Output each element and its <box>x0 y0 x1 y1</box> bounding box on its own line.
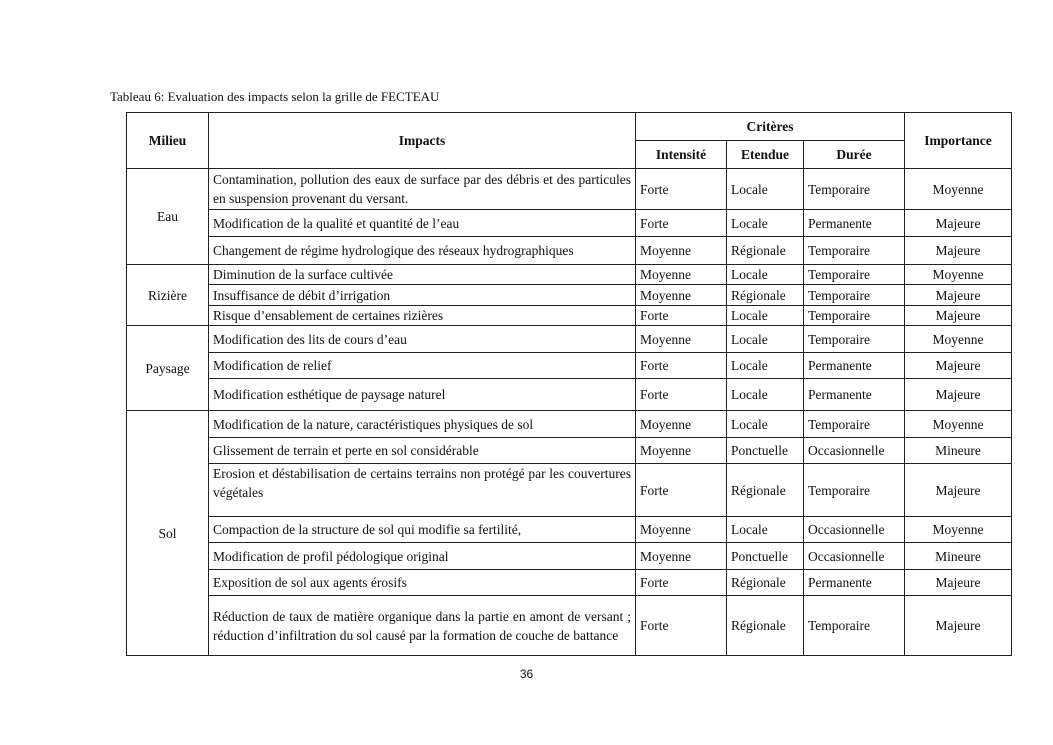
duree-cell: Occasionnelle <box>804 438 905 464</box>
milieu-cell: Rizière <box>127 265 209 326</box>
intensite-cell: Moyenne <box>636 285 727 306</box>
milieu-cell: Sol <box>127 411 209 656</box>
intensite-cell: Moyenne <box>636 411 727 438</box>
intensite-cell: Forte <box>636 306 727 326</box>
intensite-cell: Moyenne <box>636 265 727 285</box>
table-row <box>127 411 1012 438</box>
importance-cell: Majeure <box>905 306 1012 326</box>
milieu-cell: Eau <box>127 169 209 265</box>
impact-cell: Modification de profil pédologique original <box>209 543 636 570</box>
table-row <box>127 517 1012 543</box>
importance-cell: Moyenne <box>905 411 1012 438</box>
header-impacts: Impacts <box>209 113 636 169</box>
table-row <box>127 237 1012 265</box>
table-row <box>127 285 1012 306</box>
etendue-cell: Régionale <box>727 464 804 517</box>
impact-cell: Risque d’ensablement de certaines rizières <box>209 306 636 326</box>
table-row <box>127 306 1012 326</box>
etendue-cell: Ponctuelle <box>727 543 804 570</box>
table-row <box>127 570 1012 596</box>
importance-cell: Mineure <box>905 438 1012 464</box>
duree-cell: Temporaire <box>804 265 905 285</box>
duree-cell: Temporaire <box>804 326 905 353</box>
etendue-cell: Locale <box>727 353 804 379</box>
duree-cell: Occasionnelle <box>804 543 905 570</box>
etendue-cell: Locale <box>727 379 804 411</box>
intensite-cell: Forte <box>636 353 727 379</box>
etendue-cell: Régionale <box>727 285 804 306</box>
impact-cell: Modification des lits de cours d’eau <box>209 326 636 353</box>
importance-cell: Mineure <box>905 543 1012 570</box>
impact-cell: Insuffisance de débit d’irrigation <box>209 285 636 306</box>
table-row <box>127 596 1012 656</box>
impact-cell: Modification esthétique de paysage naturel <box>209 379 636 411</box>
duree-cell: Temporaire <box>804 411 905 438</box>
duree-cell: Temporaire <box>804 306 905 326</box>
table-row <box>127 353 1012 379</box>
intensite-cell: Forte <box>636 464 727 517</box>
duree-cell: Occasionnelle <box>804 517 905 543</box>
header-etendue: Etendue <box>727 141 804 169</box>
table-caption: Tableau 6: Evaluation des impacts selon la grille de FECTEAU <box>110 89 440 104</box>
impact-cell: Glissement de terrain et perte en sol considérable <box>209 438 636 464</box>
impact-cell: Modification de la qualité et quantité de l’eau <box>209 210 636 237</box>
duree-cell: Permanente <box>804 210 905 237</box>
duree-cell: Temporaire <box>804 596 905 656</box>
importance-cell: Moyenne <box>905 169 1012 210</box>
intensite-cell: Moyenne <box>636 326 727 353</box>
duree-cell: Temporaire <box>804 464 905 517</box>
importance-cell: Majeure <box>905 353 1012 379</box>
table-row <box>127 326 1012 353</box>
etendue-cell: Locale <box>727 411 804 438</box>
importance-cell: Majeure <box>905 570 1012 596</box>
etendue-cell: Régionale <box>727 596 804 656</box>
impact-table <box>126 112 1012 656</box>
header-importance: Importance <box>905 113 1012 169</box>
intensite-cell: Forte <box>636 570 727 596</box>
page-number: 36 <box>519 667 534 681</box>
duree-cell: Temporaire <box>804 237 905 265</box>
etendue-cell: Locale <box>727 210 804 237</box>
importance-cell: Majeure <box>905 285 1012 306</box>
impact-cell: Erosion et déstabilisation de certains terrains non protégé par les couvertures végétales <box>209 464 636 517</box>
etendue-cell: Locale <box>727 265 804 285</box>
etendue-cell: Ponctuelle <box>727 438 804 464</box>
duree-cell: Permanente <box>804 379 905 411</box>
importance-cell: Majeure <box>905 237 1012 265</box>
intensite-cell: Forte <box>636 596 727 656</box>
table-row <box>127 543 1012 570</box>
table-row <box>127 379 1012 411</box>
duree-cell: Permanente <box>804 353 905 379</box>
importance-cell: Moyenne <box>905 517 1012 543</box>
importance-cell: Majeure <box>905 596 1012 656</box>
impact-cell: Exposition de sol aux agents érosifs <box>209 570 636 596</box>
intensite-cell: Forte <box>636 210 727 237</box>
impact-cell: Modification de la nature, caractéristiques physiques de sol <box>209 411 636 438</box>
intensite-cell: Moyenne <box>636 237 727 265</box>
header-milieu: Milieu <box>127 113 209 169</box>
intensite-cell: Moyenne <box>636 517 727 543</box>
intensite-cell: Forte <box>636 169 727 210</box>
header-criteres: Critères <box>636 113 905 141</box>
impact-cell: Modification de relief <box>209 353 636 379</box>
table-row <box>127 464 1012 517</box>
impact-cell: Compaction de la structure de sol qui modifie sa fertilité, <box>209 517 636 543</box>
intensite-cell: Moyenne <box>636 438 727 464</box>
etendue-cell: Locale <box>727 169 804 210</box>
importance-cell: Majeure <box>905 464 1012 517</box>
table-row <box>127 438 1012 464</box>
etendue-cell: Locale <box>727 517 804 543</box>
duree-cell: Permanente <box>804 570 905 596</box>
impact-cell: Contamination, pollution des eaux de surface par des débris et des particules en suspension provenant du versant. <box>209 169 636 210</box>
importance-cell: Moyenne <box>905 326 1012 353</box>
importance-cell: Majeure <box>905 379 1012 411</box>
impact-cell: Changement de régime hydrologique des réseaux hydrographiques <box>209 237 636 265</box>
header-intensite: Intensité <box>636 141 727 169</box>
impact-cell: Diminution de la surface cultivée <box>209 265 636 285</box>
intensite-cell: Forte <box>636 379 727 411</box>
table-body <box>127 169 1012 656</box>
importance-cell: Majeure <box>905 210 1012 237</box>
etendue-cell: Régionale <box>727 237 804 265</box>
header-duree: Durée <box>804 141 905 169</box>
etendue-cell: Locale <box>727 306 804 326</box>
table-row <box>127 265 1012 285</box>
intensite-cell: Moyenne <box>636 543 727 570</box>
etendue-cell: Locale <box>727 326 804 353</box>
milieu-cell: Paysage <box>127 326 209 411</box>
duree-cell: Temporaire <box>804 285 905 306</box>
duree-cell: Temporaire <box>804 169 905 210</box>
table-row <box>127 210 1012 237</box>
etendue-cell: Régionale <box>727 570 804 596</box>
table-row <box>127 169 1012 210</box>
importance-cell: Moyenne <box>905 265 1012 285</box>
impact-cell: Réduction de taux de matière organique dans la partie en amont de versant ; réduction d’infiltration du sol causé par la formation de couche de battance <box>209 596 636 656</box>
